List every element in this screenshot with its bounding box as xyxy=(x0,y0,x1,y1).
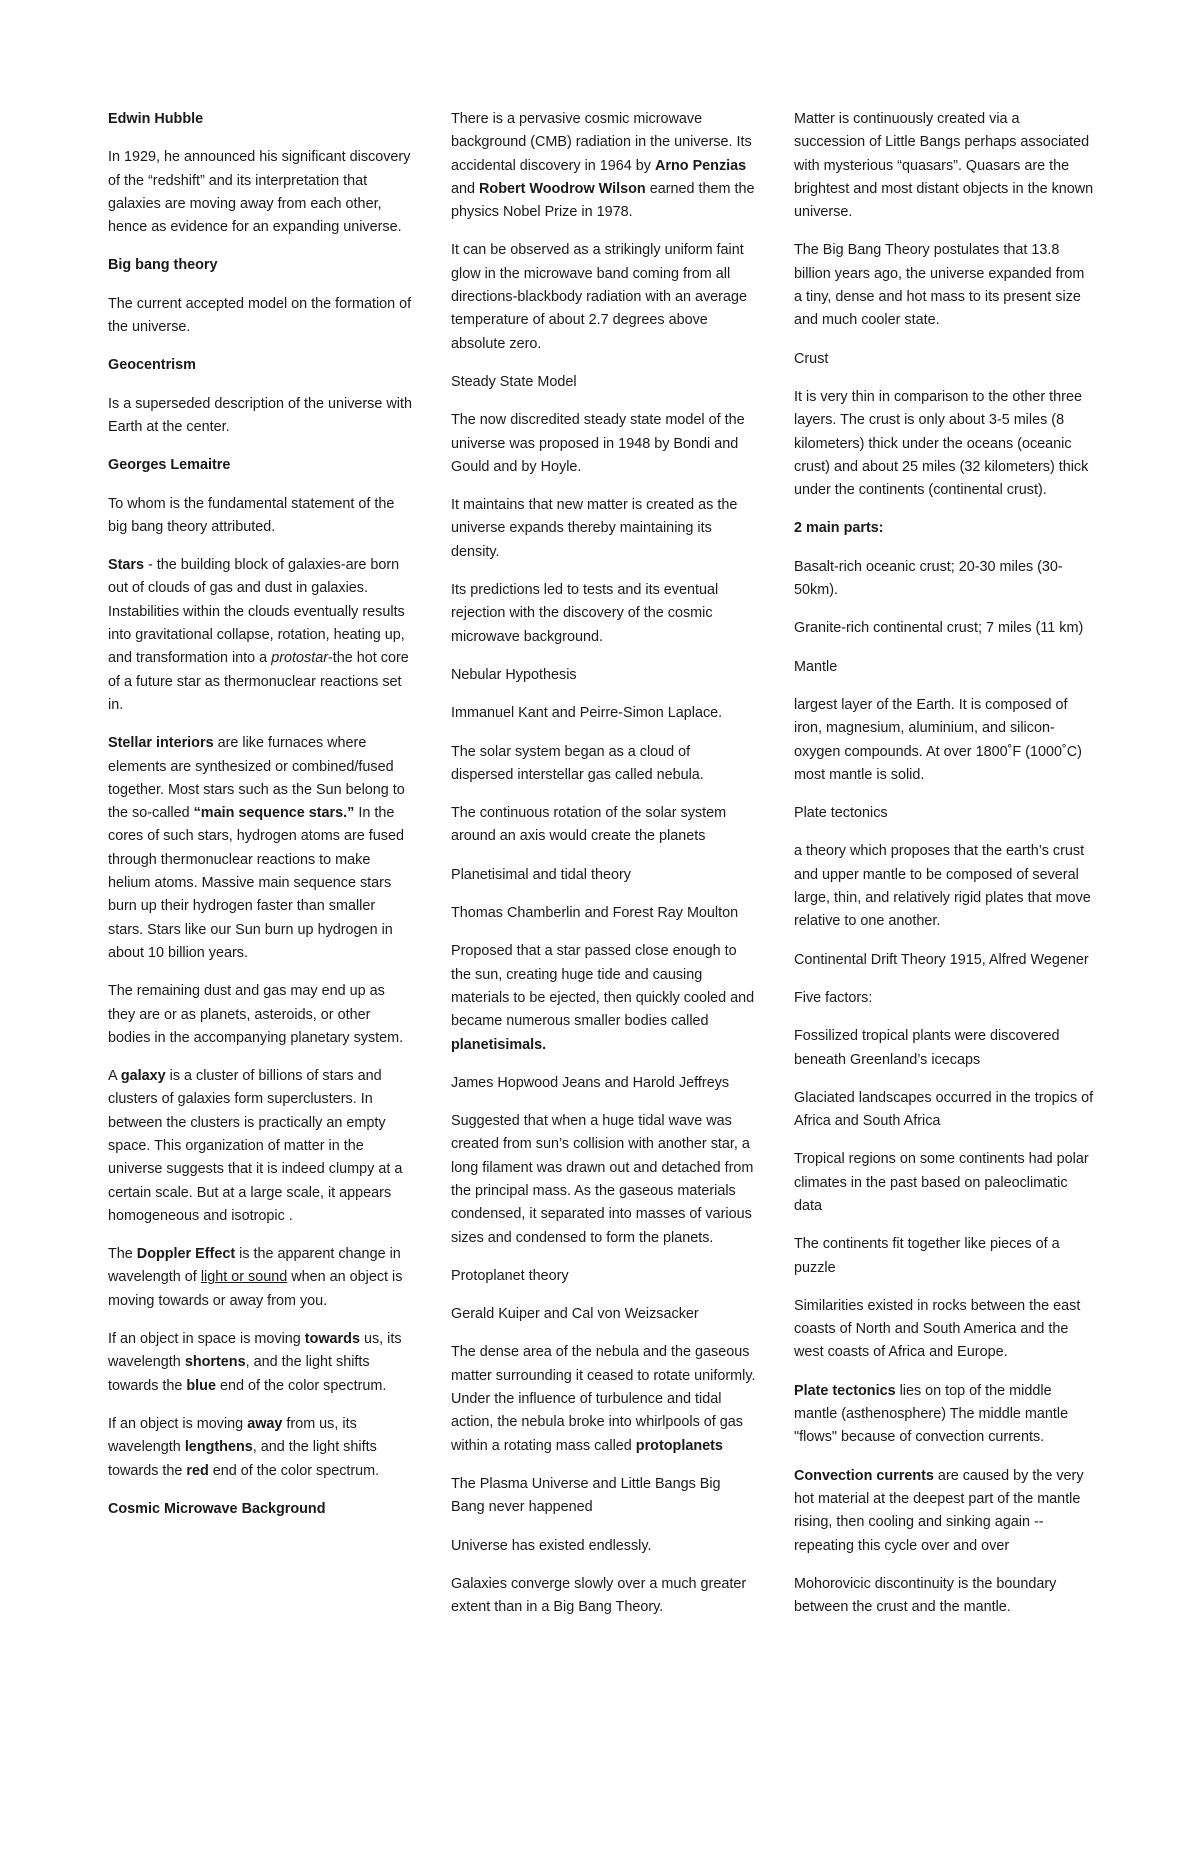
heading-cosmic-microwave-background: Cosmic Microwave Background xyxy=(108,1500,326,1517)
term-doppler-effect: Doppler Effect xyxy=(136,1246,236,1263)
column-middle xyxy=(451,108,756,1634)
text-run: are like furnaces where elements are synthesized or combined/fused together. Most stars such as the Sun belong to the so-called xyxy=(108,735,405,822)
term-shortens: shortens xyxy=(184,1354,246,1371)
paragraph-doppler xyxy=(108,1243,413,1313)
paragraph-kant-laplace: Immanuel Kant and Peirre-Simon Laplace. xyxy=(451,705,723,722)
paragraph-granite: Granite-rich continental crust; 7 miles (11 km) xyxy=(794,620,1084,637)
paragraph-basalt: Basalt-rich oceanic crust; 20-30 miles (30-50km). xyxy=(794,558,1063,599)
heading-plate-tectonics: Plate tectonics xyxy=(794,805,888,822)
heading-five-factors: Five factors: xyxy=(794,989,873,1006)
text-run: The dense area of the nebula and the gaseous matter surrounding it ceased to rotate uniformly. Under the influence of turbulence and tidal action, the nebula broke into whirlpools of gas within a rotating mass called xyxy=(451,1344,756,1454)
term-lengthens: lengthens xyxy=(184,1439,253,1456)
term-blue: blue xyxy=(186,1377,216,1394)
text-run: If an object in space is moving xyxy=(108,1331,305,1348)
heading-edwin-hubble: Edwin Hubble xyxy=(108,111,204,127)
term-planetisimals: planetisimals. xyxy=(451,1036,547,1053)
text-run: A xyxy=(108,1068,121,1085)
paragraph-predictions: Its predictions led to tests and its eventual rejection with the discovery of the cosmic microwave background. xyxy=(451,582,719,645)
paragraph-nebula: The solar system began as a cloud of dispersed interstellar gas called nebula. xyxy=(451,743,704,783)
text-run: , and the light shifts towards the xyxy=(108,1439,377,1479)
heading-continental-drift: Continental Drift Theory 1915, Alfred Wegener xyxy=(794,951,1089,968)
term-stars: Stars xyxy=(108,557,144,574)
term-towards: towards xyxy=(304,1331,360,1348)
paragraph-matter-created: Matter is continuously created via a succession of Little Bangs perhaps associated with mysterious “quasars”. Quasars are the brightest and most distant objects in the known universe. xyxy=(794,111,1094,221)
list-item-factor-2: Glaciated landscapes occurred in the tropics of Africa and South Africa xyxy=(794,1089,1094,1130)
column-right xyxy=(794,108,1094,1634)
paragraph-lemaitre: To whom is the fundamental statement of the big bang theory attributed. xyxy=(108,495,395,535)
heading-crust: Crust xyxy=(794,350,829,367)
term-galaxy: galaxy xyxy=(120,1068,166,1085)
heading-geocentrism: Geocentrism xyxy=(108,357,196,374)
term-protoplanets: protoplanets xyxy=(635,1437,723,1454)
text-run: If an object is moving xyxy=(108,1415,248,1432)
list-item-factor-3: Tropical regions on some continents had polar climates in the past based on paleoclimatic data xyxy=(794,1151,1089,1214)
paragraph-tidal-wave: Suggested that when a huge tidal wave was created from sun’s collision with another star, a long filament was drawn out and detached from the principal mass. As the gaseous materials condensed, it separated into masses of various sizes and condensed to form the planets. xyxy=(451,1113,754,1246)
text-run: end of the color spectrum. xyxy=(215,1377,387,1394)
text-run: earned them the physics Nobel Prize in 1978. xyxy=(451,180,755,221)
paragraph-dense-nebula xyxy=(451,1341,756,1457)
heading-protoplanet-theory: Protoplanet theory xyxy=(451,1267,569,1284)
text-run: - the building block of galaxies-are born out of clouds of gas and dust in galaxies. Instabilities within the clouds eventually results into gravitational collapse, rotation, heating up, and transformation into a xyxy=(108,557,405,667)
heading-steady-state-model: Steady State Model xyxy=(451,373,577,390)
paragraph-plate-tectonics: a theory which proposes that the earth’s crust and upper mantle to be composed of several large, thin, and relatively rigid plates that move relative to one another. xyxy=(794,843,1091,930)
text-run: The xyxy=(108,1246,137,1263)
paragraph-plate-tectonics-mantle xyxy=(794,1380,1094,1450)
text-run: In the cores of such stars, hydrogen atoms are fused through thermonuclear reactions to make helium atoms. Massive main sequence stars burn up their hydrogen faster than smaller stars. Stars like our Sun burn up hydrogen in about 10 billion years. xyxy=(108,805,404,961)
heading-georges-lemaitre: Georges Lemaitre xyxy=(108,457,231,474)
term-plate-tectonics: Plate tectonics xyxy=(794,1382,896,1399)
heading-planetisimal-tidal-theory: Planetisimal and tidal theory xyxy=(451,866,631,883)
term-away: away xyxy=(247,1415,283,1432)
heading-two-main-parts: 2 main parts: xyxy=(794,520,884,537)
text-run: us, its wavelength xyxy=(108,1331,402,1371)
text-run: are caused by the very hot material at the deepest part of the mantle rising, then cooling and sinking again --repeating this cycle over and over xyxy=(794,1467,1084,1554)
paragraph-dust-gas: The remaining dust and gas may end up as they are or as planets, asteroids, or other bodies in the accompanying planetary system. xyxy=(108,983,404,1046)
list-item-factor-4: The continents fit together like pieces of a puzzle xyxy=(794,1236,1060,1276)
text-run: end of the color spectrum. xyxy=(208,1462,380,1479)
text-run: lies on top of the middle mantle (asthenosphere) The middle mantle "flows" because of convection currents. xyxy=(794,1382,1069,1446)
term-robert-woodrow-wilson: Robert Woodrow Wilson xyxy=(479,180,646,197)
link-light-or-sound[interactable]: light or sound xyxy=(200,1269,288,1286)
term-convection-currents: Convection currents xyxy=(794,1467,934,1484)
term-stellar-interiors: Stellar interiors xyxy=(108,735,214,752)
paragraph-geocentrism: Is a superseded description of the universe with Earth at the center. xyxy=(108,395,412,435)
paragraph-galaxy xyxy=(108,1065,413,1228)
text-run: is the apparent change in wavelength of xyxy=(108,1246,401,1286)
text-run: There is a pervasive cosmic microwave background (CMB) radiation in the universe. Its accidental discovery in 1964 by xyxy=(451,111,752,174)
paragraph-away xyxy=(108,1413,413,1483)
paragraph-new-matter: It maintains that new matter is created as the universe expands thereby maintaining its density. xyxy=(451,497,738,560)
term-red: red xyxy=(186,1462,209,1479)
column-left xyxy=(108,108,413,1536)
text-run: -the hot core of a future star as thermonuclear reactions set in. xyxy=(108,650,409,713)
heading-mantle: Mantle xyxy=(794,658,838,675)
term-arno-penzias: Arno Penzias xyxy=(655,157,747,174)
heading-big-bang-theory: Big bang theory xyxy=(108,257,218,274)
paragraph-towards xyxy=(108,1328,413,1398)
paragraph-jeans-jeffreys: James Hopwood Jeans and Harold Jeffreys xyxy=(451,1074,730,1091)
term-protostar: protostar xyxy=(271,650,328,667)
paragraph-mohorovicic: Mohorovicic discontinuity is the boundary between the crust and the mantle. xyxy=(794,1575,1057,1616)
paragraph-big-bang: The current accepted model on the formation of the universe. xyxy=(108,295,412,336)
paragraph-big-bang-postulates: The Big Bang Theory postulates that 13.8 billion years ago, the universe expanded from a tiny, dense and hot mass to its present size and much cooler state. xyxy=(794,242,1085,329)
paragraph-chamberlin-moulton: Thomas Chamberlin and Forest Ray Moulton xyxy=(451,905,739,922)
text-run: when an object is moving towards or away from you. xyxy=(108,1269,403,1309)
text-run: Proposed that a star passed close enough to the sun, creating huge tide and causing materials to be ejected, then quickly cooled and became numerous smaller bodies called xyxy=(451,943,755,1030)
paragraph-galaxies-converge: Galaxies converge slowly over a much greater extent than in a Big Bang Theory. xyxy=(451,1575,747,1616)
list-item-factor-5: Similarities existed in rocks between the east coasts of North and South America and the west coasts of Africa and Europe. xyxy=(794,1297,1081,1361)
paragraph-kuiper-weizsacker: Gerald Kuiper and Cal von Weizsacker xyxy=(451,1306,699,1323)
paragraph-convection xyxy=(794,1465,1094,1558)
paragraph-hubble: In 1929, he announced his significant discovery of the “redshift” and its interpretation that galaxies are moving away from each other, hence as evidence for an expanding universe. xyxy=(108,149,411,236)
list-item-factor-1: Fossilized tropical plants were discovered beneath Greenland’s icecaps xyxy=(794,1028,1060,1068)
paragraph-steady-state: The now discredited steady state model of the universe was proposed in 1948 by Bondi and Gould and by Hoyle. xyxy=(451,412,745,475)
paragraph-crust: It is very thin in comparison to the other three layers. The crust is only about 3-5 miles (8 kilometers) thick under the oceans (oceanic crust) and about 25 miles (32 kilometers) thick under the continents (continental crust). xyxy=(794,388,1089,499)
paragraph-star-passed xyxy=(451,940,756,1056)
heading-nebular-hypothesis: Nebular Hypothesis xyxy=(451,666,577,683)
heading-plasma-universe: The Plasma Universe and Little Bangs Big Bang never happened xyxy=(451,1475,721,1516)
text-run: is a cluster of billions of stars and clusters of galaxies form superclusters. In between the clusters is practically an empty space. This organization of matter in the universe suggests that it is indeed clumpy at a certain scale. But at a large scale, it appears homogeneous and isotropic . xyxy=(108,1068,403,1224)
paragraph-faint-glow: It can be observed as a strikingly uniform faint glow in the microwave band coming from all directions-blackbody radiation with an average temperature of about 2.7 degrees above absolute zero. xyxy=(451,242,747,352)
term-main-sequence: “main sequence stars.” xyxy=(193,805,355,822)
paragraph-endless: Universe has existed endlessly. xyxy=(451,1537,652,1554)
paragraph-cmb xyxy=(451,108,756,224)
text-run: , and the light shifts towards the xyxy=(108,1354,370,1394)
text-run: from us, its wavelength xyxy=(108,1415,357,1456)
paragraph-continuous-rotation: The continuous rotation of the solar system around an axis would create the planets xyxy=(451,805,727,845)
paragraph-stellar-interiors xyxy=(108,732,413,965)
paragraph-stars xyxy=(108,554,413,717)
text-run: and xyxy=(451,180,480,197)
paragraph-mantle: largest layer of the Earth. It is composed of iron, magnesium, aluminium, and silicon-oxygen compounds. At over 1800˚F (1000˚C) most mantle is solid. xyxy=(794,696,1082,783)
